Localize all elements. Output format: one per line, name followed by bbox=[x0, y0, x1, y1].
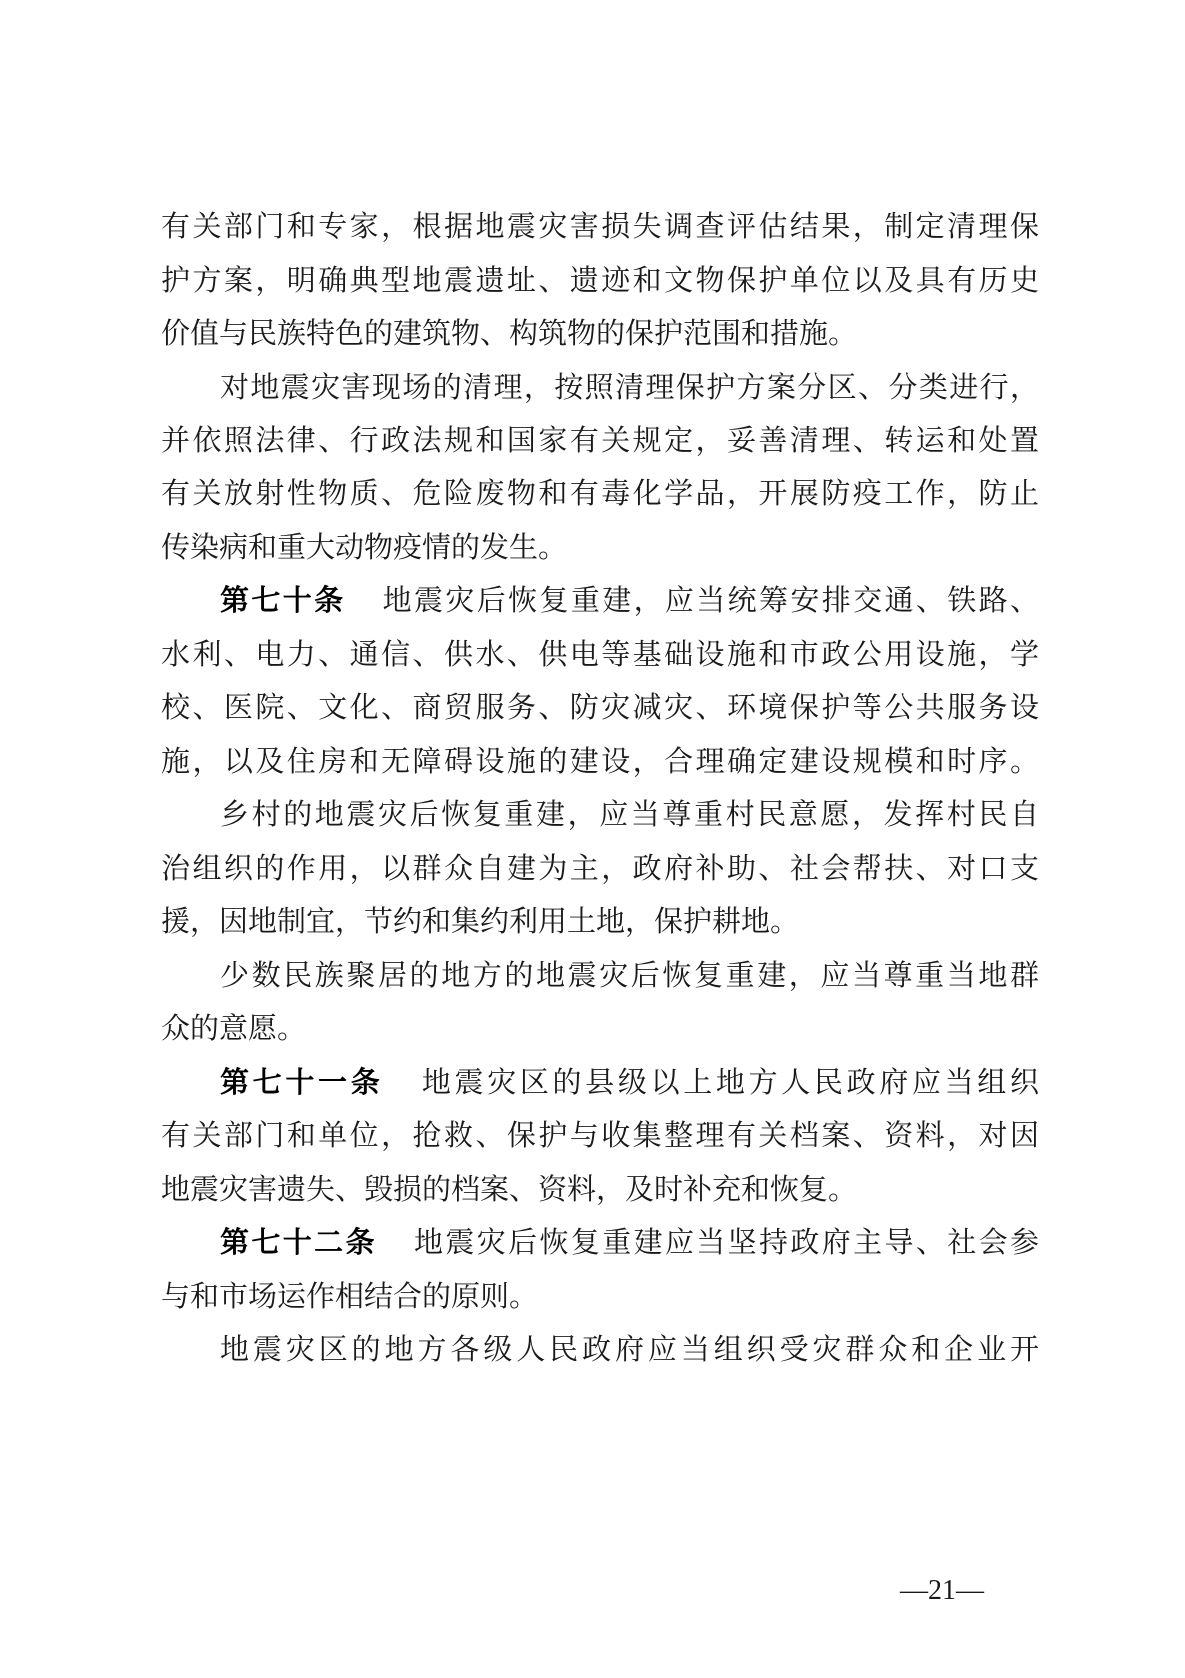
article-heading: 第七十二条 bbox=[220, 1225, 377, 1259]
text-line: 水利、电力、通信、供水、供电等基础设施和市政公用设施，学 bbox=[161, 637, 1039, 671]
text-line: 乡村的地震灾后恢复重建，应当尊重村民意愿，发挥村民自 bbox=[220, 797, 1039, 831]
text-line: 价值与民族特色的建筑物、构筑物的保护范围和措施。 bbox=[161, 316, 858, 350]
page-number: —21— bbox=[900, 1575, 984, 1606]
article-first-line bbox=[220, 1062, 1039, 1102]
text-line: 校、医院、文化、商贸服务、防灾减灾、环境保护等公共服务设 bbox=[161, 690, 1039, 724]
text-line: 传染病和重大动物疫情的发生。 bbox=[161, 530, 568, 564]
article-heading: 第七十一条 bbox=[220, 1065, 384, 1099]
text-line: 与和市场运作相结合的原则。 bbox=[161, 1279, 539, 1313]
text-line: 有关部门和专家，根据地震灾害损失调查评估结果，制定清理保 bbox=[161, 209, 1039, 243]
text-line: 地震灾后恢复重建，应当统筹安排交通、铁路、 bbox=[380, 583, 1039, 617]
article-heading: 第七十条 bbox=[220, 583, 346, 617]
text-line: 护方案，明确典型地震遗址、遗迹和文物保护单位以及具有历史 bbox=[161, 263, 1039, 297]
article-first-line bbox=[220, 580, 1039, 620]
text-line: 援，因地制宜，节约和集约利用土地，保护耕地。 bbox=[161, 904, 800, 938]
text-line: 治组织的作用，以群众自建为主，政府补助、社会帮扶、对口支 bbox=[161, 851, 1039, 885]
text-line: 众的意愿。 bbox=[161, 1011, 307, 1045]
text-line: 有关放射性物质、危险废物和有毒化学品，开展防疫工作，防止 bbox=[161, 476, 1039, 510]
text-line: 地震灾害遗失、毁损的档案、资料，及时补充和恢复。 bbox=[161, 1172, 858, 1206]
text-line: 对地震灾害现场的清理，按照清理保护方案分区、分类进行， bbox=[220, 370, 1039, 404]
text-line: 并依照法律、行政法规和国家有关规定，妥善清理、转运和处置 bbox=[161, 423, 1039, 457]
article-first-line bbox=[220, 1222, 1039, 1262]
text-line: 地震灾区的县级以上地方人民政府应当组织 bbox=[418, 1065, 1039, 1099]
text-line: 地震灾后恢复重建应当坚持政府主导、社会参 bbox=[411, 1225, 1039, 1259]
text-line: 少数民族聚居的地方的地震灾后恢复重建，应当尊重当地群 bbox=[220, 958, 1039, 992]
text-line: 施，以及住房和无障碍设施的建设，合理确定建设规模和时序。 bbox=[161, 744, 1039, 778]
text-line: 地震灾区的地方各级人民政府应当组织受灾群众和企业开 bbox=[220, 1332, 1039, 1366]
text-line: 有关部门和单位，抢救、保护与收集整理有关档案、资料，对因 bbox=[161, 1118, 1039, 1152]
